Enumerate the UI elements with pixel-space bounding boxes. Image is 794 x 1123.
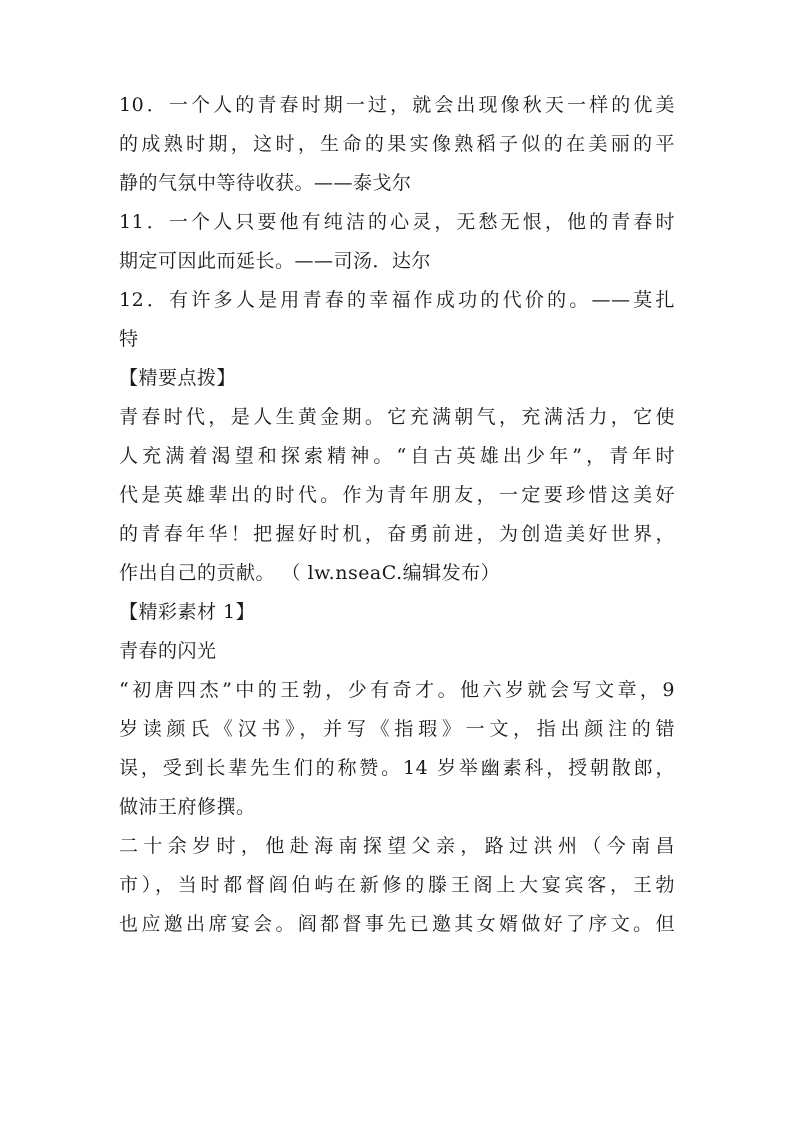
- text-line-11: 代是英雄辈出的时代。作为青年朋友，一定要珍惜这美好: [119, 484, 675, 506]
- text-line-22: 也应邀出席宴会。阎都督事先已邀其女婿做好了序文。但: [119, 913, 675, 935]
- section-heading-key-points: 【精要点拨】: [119, 367, 237, 389]
- material-title: 青春的闪光: [119, 640, 217, 662]
- text-line-2: 的成熟时期，这时，生命的果实像熟稻子似的在美丽的平: [119, 133, 675, 155]
- document-body: [119, 86, 675, 944]
- text-line-3: 静的气氛中等待收获。——泰戈尔: [119, 172, 412, 194]
- text-line-6: 12．有许多人是用青春的幸福作成功的代价的。——莫扎: [119, 289, 675, 311]
- text-line-12: 的青春年华！把握好时机，奋勇前进，为创造美好世界，: [119, 523, 675, 545]
- text-line-10: 人充满着渴望和探索精神。“自古英雄出少年”，青年时: [119, 445, 675, 467]
- text-line-19: 做沛王府修撰。: [119, 796, 256, 818]
- text-line-16: “初唐四杰”中的王勃，少有奇才。他六岁就会写文章，9: [119, 679, 675, 701]
- text-line-18: 误，受到长辈先生们的称赞。14 岁举幽素科，授朝散郎，: [119, 757, 675, 779]
- text-line-7: 特: [119, 328, 139, 350]
- text-line-4: 11．一个人只要他有纯洁的心灵，无愁无恨，他的青春时: [119, 211, 675, 233]
- text-line-21: 市），当时都督阎伯屿在新修的滕王阁上大宴宾客，王勃: [119, 874, 675, 896]
- text-line-1: 10．一个人的青春时期一过，就会出现像秋天一样的优美: [119, 94, 675, 116]
- text-line-9: 青春时代，是人生黄金期。它充满朝气，充满活力，它使: [119, 406, 675, 428]
- text-line-17: 岁读颜氏《汉书》，并写《指瑕》一文，指出颜注的错: [119, 718, 675, 740]
- text-line-5: 期定可因此而延长。——司汤．达尔: [119, 250, 432, 272]
- text-line-20: 二十余岁时，他赴海南探望父亲，路过洪州（今南昌: [119, 835, 675, 857]
- text-line-13: 作出自己的贡献。 （ lw.nseaC.编辑发布）: [119, 562, 501, 584]
- section-heading-material-1: 【精彩素材 1】: [119, 601, 256, 623]
